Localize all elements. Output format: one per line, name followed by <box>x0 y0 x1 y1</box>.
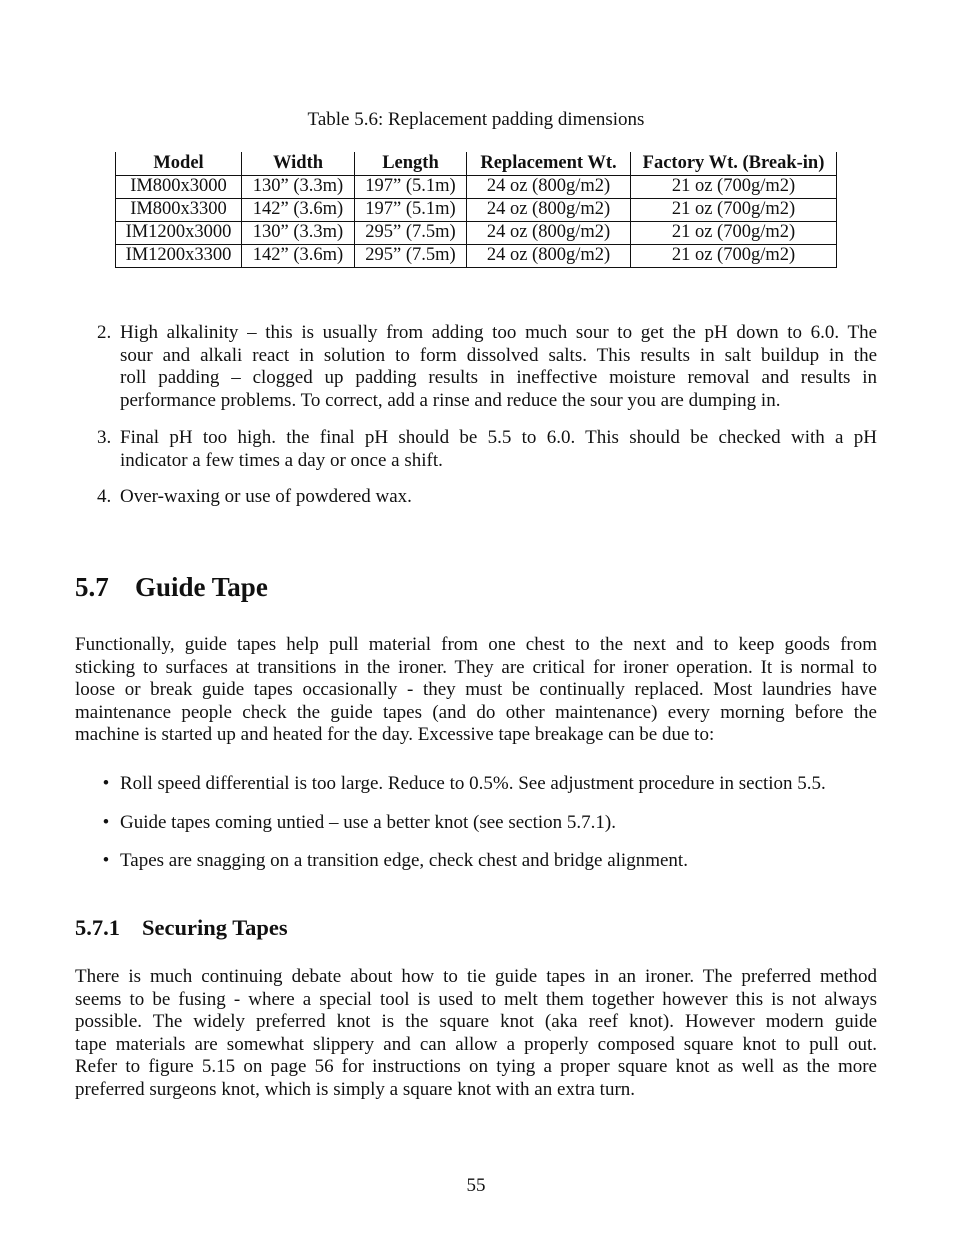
list-line: Over-waxing or use of powdered wax. <box>120 486 412 507</box>
table-cell: 21 oz (700g/m2) <box>631 244 837 267</box>
table-cell: 197” (5.1m) <box>355 175 467 198</box>
list-number: 2. <box>97 322 112 343</box>
list-line: Final pH too high. the final pH should be 5.5 to 6.0. This should be checked with a pH <box>120 427 877 448</box>
header-factory-weight: Factory Wt. (Break-in) <box>631 152 837 175</box>
table-cell: 197” (5.1m) <box>355 198 467 221</box>
list-line: sour and alkali react in solution to form dissolved salts. This results in salt buildup in the <box>120 344 877 366</box>
table-cell: 21 oz (700g/m2) <box>631 198 837 221</box>
subsection-title: Securing Tapes <box>142 915 288 940</box>
paragraph-line: tape materials are somewhat slippery and can allow a properly composed square knot to pull out. <box>75 1033 877 1055</box>
table-cell: 130” (3.3m) <box>242 221 355 244</box>
section-title: Guide Tape <box>135 572 268 602</box>
paragraph-line: Functionally, guide tapes help pull material from one chest to the next and to keep goods from <box>75 634 877 655</box>
header-replacement-weight: Replacement Wt. <box>467 152 631 175</box>
paragraph-line: maintenance people check the guide tapes (and do other maintenance) every morning before the <box>75 701 877 723</box>
list-item <box>97 486 877 509</box>
list-item-text <box>120 486 877 509</box>
table-cell: 24 oz (800g/m2) <box>467 175 631 198</box>
paragraph-line: possible. The widely preferred knot is the square knot (aka reef knot). However modern guide <box>75 1011 877 1032</box>
table-cell: 24 oz (800g/m2) <box>467 221 631 244</box>
section-number: 5.7 <box>75 572 109 602</box>
subsection-paragraph <box>75 966 877 1101</box>
table-row <box>116 244 837 267</box>
table-row <box>116 175 837 198</box>
bullet-text: • Roll speed differential is too large. Reduce to 0.5%. See adjustment procedure in section 5.5. <box>120 773 826 794</box>
list-item <box>97 427 877 472</box>
bullet-text: • Tapes are snagging on a transition edge, check chest and bridge alignment. <box>120 850 688 871</box>
section-paragraph <box>75 634 877 747</box>
header-model: Model <box>116 152 242 175</box>
list-line: performance problems. To correct, add a rinse and reduce the sour you are dumping in. <box>120 389 781 411</box>
header-length: Length <box>355 152 467 175</box>
table-row <box>116 221 837 244</box>
section-heading <box>75 570 268 604</box>
list-item-text <box>120 427 877 472</box>
table-cell: IM800x3300 <box>116 198 242 221</box>
table-cell: 142” (3.6m) <box>242 198 355 221</box>
paragraph-line: sticking to surfaces at transitions in the ironer. They are critical for ironer operation. It is normal to <box>75 656 877 678</box>
table-caption: Table 5.6: Replacement padding dimensions <box>307 109 645 130</box>
table-cell: IM800x3000 <box>116 175 242 198</box>
paragraph-line: Refer to figure 5.15 on page 56 for instructions on tying a proper square knot as well as the more <box>75 1056 877 1077</box>
table-cell: 295” (7.5m) <box>355 244 467 267</box>
bullet-text: • Guide tapes coming untied – use a better knot (see section 5.7.1). <box>120 812 616 833</box>
bullet-item <box>97 812 877 835</box>
table-cell: 21 oz (700g/m2) <box>631 221 837 244</box>
list-line: High alkalinity – this is usually from adding too much sour to get the pH down to 6.0. The <box>120 322 877 343</box>
subsection-number: 5.7.1 <box>75 915 120 940</box>
table-cell: 130” (3.3m) <box>242 175 355 198</box>
table-cell: 295” (7.5m) <box>355 221 467 244</box>
list-item <box>97 322 877 412</box>
list-item-text <box>120 322 877 412</box>
paragraph-line: seems to be fusing - where a special tool is used to melt them together however this is not always <box>75 988 877 1010</box>
bullet-item <box>97 850 877 873</box>
table-cell: IM1200x3300 <box>116 244 242 267</box>
list-number: 3. <box>97 427 112 448</box>
paragraph-line: There is much continuing debate about how to tie guide tapes in an ironer. The preferred method <box>75 966 877 987</box>
list-line: indicator a few times a day or once a shift. <box>120 449 443 471</box>
table-row <box>116 198 837 221</box>
table-cell: 142” (3.6m) <box>242 244 355 267</box>
table-cell: IM1200x3000 <box>116 221 242 244</box>
list-line: roll padding – clogged up padding results in ineffective moisture removal and results in <box>120 367 877 388</box>
padding-dimensions-table <box>115 152 837 268</box>
paragraph-line: machine is started up and heated for the day. Excessive tape breakage can be due to: <box>75 724 715 745</box>
paragraph-line: loose or break guide tapes occasionally - they must be continually replaced. Most laundries have <box>75 679 877 700</box>
paragraph-line: preferred surgeons knot, which is simply a square knot with an extra turn. <box>75 1078 636 1100</box>
bullet-item <box>97 773 877 796</box>
list-number: 4. <box>97 486 112 507</box>
page-number: 55 <box>466 1175 486 1196</box>
table-cell: 24 oz (800g/m2) <box>467 198 631 221</box>
table-header-row <box>116 152 837 175</box>
table-cell: 24 oz (800g/m2) <box>467 244 631 267</box>
table-cell: 21 oz (700g/m2) <box>631 175 837 198</box>
header-width: Width <box>242 152 355 175</box>
subsection-heading <box>75 914 288 942</box>
